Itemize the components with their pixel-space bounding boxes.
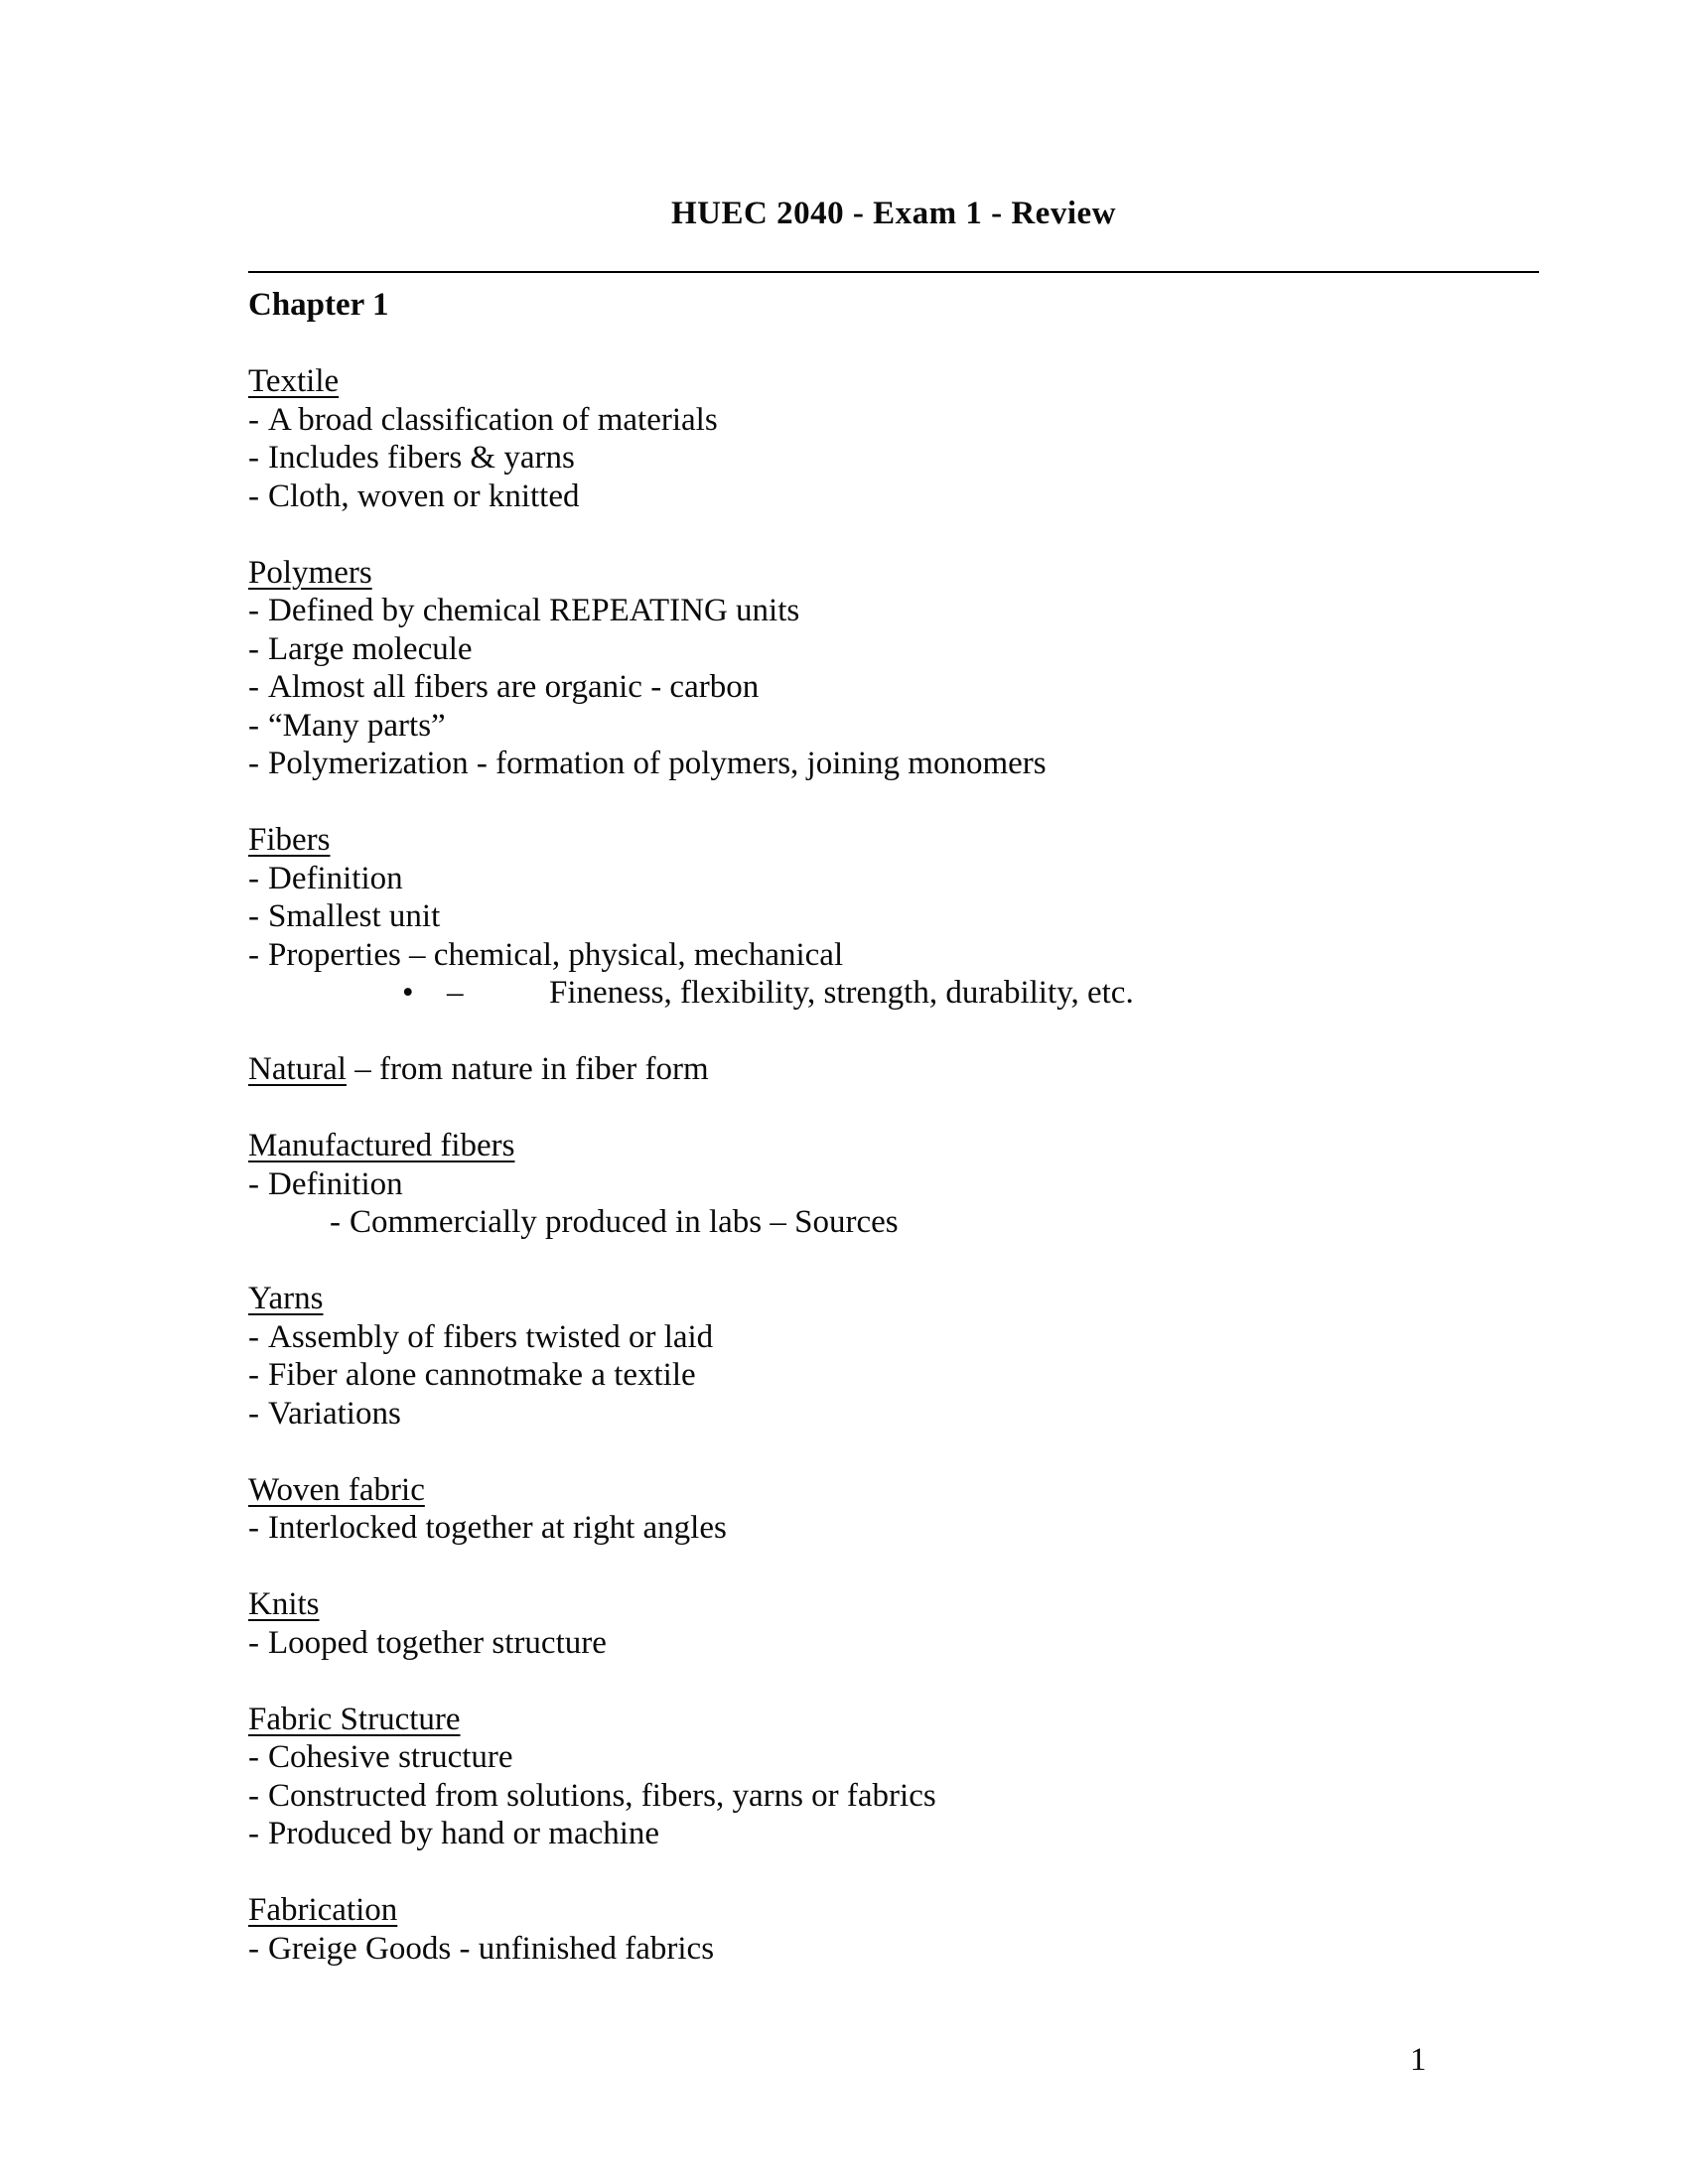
- dash-marker: -: [248, 401, 259, 438]
- section-heading-line: [248, 362, 1539, 401]
- list-item: [248, 668, 1539, 707]
- section-heading-line: [248, 1050, 1539, 1089]
- dash-marker: -: [248, 593, 259, 628]
- list-item: [248, 1509, 1539, 1548]
- dash-marker: -: [248, 746, 259, 781]
- dash-marker: -: [248, 478, 259, 514]
- list-item: [248, 707, 1539, 746]
- list-item-text: Cloth, woven or knitted: [268, 478, 580, 514]
- dash-marker: -: [248, 1318, 259, 1355]
- section-heading-line: [248, 1471, 1539, 1510]
- list-item-text: Large molecule: [268, 630, 473, 667]
- list-item-text: Polymerization - formation of polymers, joining monomers: [268, 746, 1047, 781]
- section-heading-tail: – from nature in fiber form: [346, 1051, 709, 1087]
- list-item: [248, 1395, 1539, 1433]
- section: [248, 1585, 1539, 1662]
- list-item: [248, 1318, 1539, 1357]
- dash-marker: -: [248, 440, 259, 476]
- chapter-heading: Chapter 1: [248, 287, 389, 323]
- section-heading-line: [248, 1585, 1539, 1624]
- list-item-text: Fiber alone cannotmake a textile: [268, 1357, 696, 1393]
- section: [248, 1701, 1539, 1853]
- list-item: [248, 401, 1539, 440]
- dash-marker: -: [248, 860, 259, 896]
- list-item-text: Properties – chemical, physical, mechanical: [268, 936, 844, 973]
- list-item-text: Cohesive structure: [268, 1739, 513, 1775]
- list-item-text: “Many parts”: [268, 707, 446, 744]
- dash-marker: -: [248, 898, 259, 934]
- list-item-text: Constructed from solutions, fibers, yarns or fabrics: [268, 1777, 936, 1814]
- list-item: [248, 592, 1539, 630]
- dash-marker: -: [248, 1357, 259, 1393]
- list-item-text: Definition: [268, 860, 403, 896]
- dash-marker: -: [248, 1930, 259, 1967]
- dash-marker: -: [248, 1510, 259, 1546]
- section-heading-line: [248, 1701, 1539, 1739]
- dash-marker: -: [248, 1165, 259, 1202]
- sections-container: [248, 362, 1539, 1968]
- page-number: 1: [1410, 2042, 1427, 2078]
- dash-marker: -: [248, 1816, 259, 1851]
- section-heading: Fabric Structure: [248, 1701, 461, 1737]
- section-heading: Natural: [248, 1051, 347, 1087]
- list-item-text: Assembly of fibers twisted or laid: [268, 1318, 714, 1355]
- bullet-icon: •: [402, 975, 414, 1011]
- list-item-text: Almost all fibers are organic - carbon: [268, 669, 760, 705]
- section-heading: Polymers: [248, 554, 372, 591]
- section-heading: Knits: [248, 1586, 320, 1622]
- dash-marker: -: [248, 630, 259, 667]
- list-item: [248, 745, 1539, 783]
- section: [248, 1891, 1539, 1968]
- section-heading-line: [248, 1280, 1539, 1318]
- section-heading: Yarns: [248, 1281, 324, 1316]
- list-item-text: Commercially produced in labs – Sources: [350, 1204, 899, 1240]
- dash-marker: -: [248, 1739, 259, 1775]
- list-item: [402, 974, 1539, 1013]
- list-item: [248, 1815, 1539, 1853]
- document-content: [248, 0, 1539, 1968]
- section-heading: Fibers: [248, 822, 331, 858]
- dash-marker: -: [248, 707, 259, 744]
- section-heading: Textile: [248, 363, 340, 399]
- divider-rule: [248, 271, 1539, 273]
- dash-marker: -: [330, 1204, 341, 1240]
- list-item: [248, 1165, 1539, 1204]
- section: [248, 554, 1539, 783]
- list-item-text: Includes fibers & yarns: [268, 440, 575, 476]
- section: [248, 821, 1539, 1013]
- list-item-text: Defined by chemical REPEATING units: [268, 593, 800, 628]
- section: [248, 1471, 1539, 1548]
- section: [248, 1050, 1539, 1089]
- list-item: [248, 1624, 1539, 1663]
- document-title: HUEC 2040 - Exam 1 - Review: [671, 196, 1116, 231]
- section: [248, 362, 1539, 515]
- dash-marker: -: [248, 1777, 259, 1814]
- list-item-text: A broad classification of materials: [268, 401, 718, 438]
- section-heading: Fabrication: [248, 1892, 398, 1928]
- list-item-text: Smallest unit: [268, 898, 441, 934]
- section-heading-line: [248, 1127, 1539, 1165]
- list-item: [248, 1356, 1539, 1395]
- list-item: [248, 1738, 1539, 1777]
- section-heading: Manufactured fibers: [248, 1128, 515, 1163]
- dash-marker: -: [248, 669, 259, 705]
- list-item: [248, 630, 1539, 669]
- list-item: [248, 478, 1539, 516]
- dash-icon: –: [447, 975, 464, 1011]
- section-heading-line: [248, 554, 1539, 593]
- list-item-text: Looped together structure: [268, 1624, 607, 1661]
- dash-marker: -: [248, 936, 259, 973]
- list-item: [248, 897, 1539, 936]
- list-item-text: Variations: [268, 1395, 401, 1432]
- section-heading: Woven fabric: [248, 1471, 425, 1508]
- list-item: [248, 439, 1539, 478]
- dash-marker: -: [248, 1624, 259, 1661]
- list-item: [330, 1203, 1539, 1242]
- list-item-text: Definition: [268, 1165, 403, 1202]
- section: [248, 1280, 1539, 1433]
- dash-marker: -: [248, 1395, 259, 1432]
- list-item-text: Fineness, flexibility, strength, durability, etc.: [549, 975, 1134, 1011]
- list-item: [248, 860, 1539, 898]
- list-item-text: Interlocked together at right angles: [268, 1510, 727, 1546]
- section-heading-line: [248, 1891, 1539, 1930]
- list-item: [248, 936, 1539, 975]
- list-item: [248, 1930, 1539, 1969]
- section: [248, 1127, 1539, 1242]
- list-item-text: Greige Goods - unfinished fabrics: [268, 1930, 715, 1967]
- list-item-text: Produced by hand or machine: [268, 1816, 660, 1851]
- section-heading-line: [248, 821, 1539, 860]
- list-item: [248, 1777, 1539, 1816]
